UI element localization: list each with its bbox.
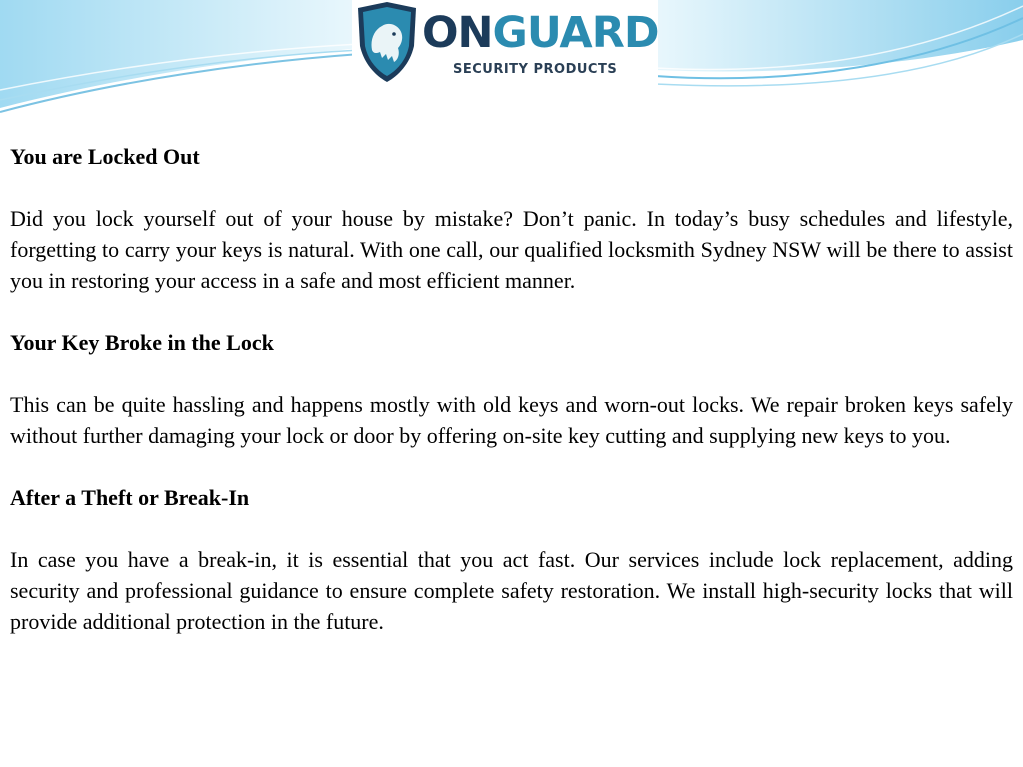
- section-title-locked-out: You are Locked Out: [10, 144, 200, 169]
- shield-lion-icon: [352, 0, 422, 86]
- brand-name: [422, 8, 659, 58]
- section-body-locked-out: Did you lock yourself out of your house by mistake? Don’t panic. In today’s busy schedules and lifestyle, forgetting to carry your keys is natural. With one call, our qualified locksmith Sydney NSW will be there to assist you in restoring your access in a safe and most efficient manner.: [10, 206, 1013, 293]
- brand-logo: [352, 0, 658, 86]
- section-body-theft: In case you have a break-in, it is essential that you act fast. Our services include lock replacement, adding security and professional guidance to ensure complete safety restoration. We install high-security locks that will provide additional protection in the future.: [10, 547, 1013, 634]
- article-content: [10, 141, 1013, 668]
- section-body-key-broke: This can be quite hassling and happens mostly with old keys and worn-out locks. We repair broken keys safely without further damaging your lock or door by offering on-site key cutting and supplying new keys to you.: [10, 392, 1013, 448]
- section-title-key-broke: Your Key Broke in the Lock: [10, 330, 274, 355]
- brand-name-accent: GUARD: [492, 8, 659, 58]
- section-title-theft: After a Theft or Break-In: [10, 485, 250, 510]
- brand-tagline: SECURITY PRODUCTS: [453, 62, 618, 77]
- brand-name-dark: ON: [422, 8, 493, 58]
